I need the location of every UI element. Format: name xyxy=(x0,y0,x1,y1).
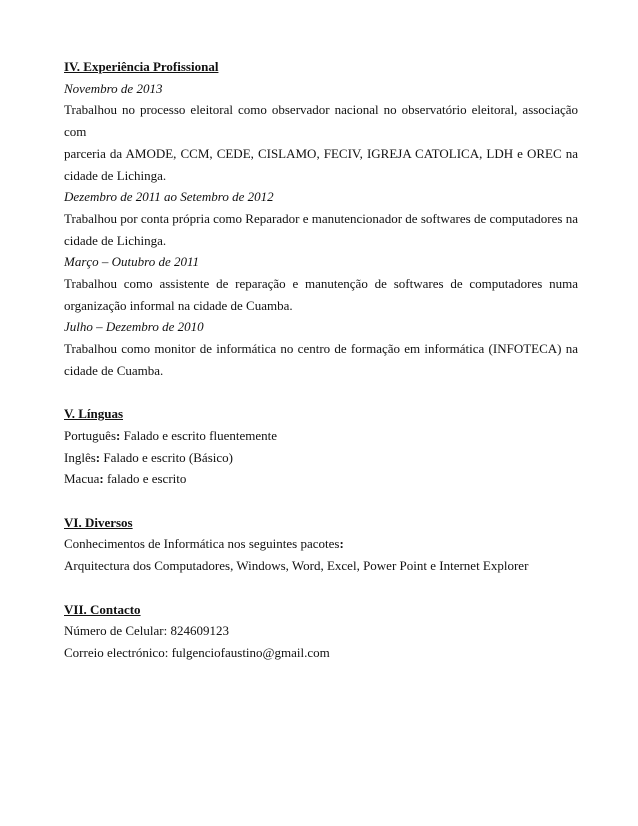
language-name: Português xyxy=(64,427,116,443)
entry-date: Novembro de 2013 xyxy=(64,80,163,96)
entry-text-line: cidade de Cuamba. xyxy=(64,362,164,378)
entry-text-line: cidade de Lichinga. xyxy=(64,232,167,248)
entry-text-line: Trabalhou por conta própria como Reparador e manutencionador de softwares de computadores na xyxy=(64,210,578,226)
contact-email: Correio electrónico: fulgenciofaustino@gmail.com xyxy=(64,644,330,660)
entry-text-line: parceria da AMODE, CCM, CEDE, CISLAMO, FECIV, IGREJA CATOLICA, LDH e OREC na xyxy=(64,145,578,161)
language-name: Macua xyxy=(64,471,100,487)
entry-text-line: Trabalhou como monitor de informática no centro de formação em informática (INFOTECA) na xyxy=(64,341,578,357)
language-item xyxy=(64,425,578,447)
language-item xyxy=(64,468,578,490)
diversos-intro xyxy=(64,533,578,555)
language-name: Inglês xyxy=(64,449,96,465)
colon: : xyxy=(339,536,344,552)
entry-text-line: Trabalhou no processo eleitoral como observador nacional no observatório eleitoral, associação com xyxy=(64,102,578,140)
entry-text-line: Trabalhou como assistente de reparação e manutenção de softwares de computadores numa xyxy=(64,276,578,292)
language-level: Falado e escrito fluentemente xyxy=(120,427,278,443)
diversos-intro-text: Conhecimentos de Informática nos seguintes pacotes xyxy=(64,536,340,552)
spacer xyxy=(64,577,578,599)
spacer xyxy=(64,490,578,512)
diversos-packages: Arquitectura dos Computadores, Windows, Word, Excel, Power Point e Internet Explorer xyxy=(64,558,529,574)
colon: : xyxy=(95,449,101,465)
entry-text-line: cidade de Lichinga. xyxy=(64,167,167,183)
language-item xyxy=(64,447,578,469)
entry-date: Dezembro de 2011 ao Setembro de 2012 xyxy=(64,189,274,205)
section-heading-contact: VII. Contacto xyxy=(64,601,141,617)
section-heading-languages: V. Línguas xyxy=(64,406,124,422)
colon: : xyxy=(116,427,121,443)
language-level: falado e escrito xyxy=(103,471,187,487)
entry-date: Março – Outubro de 2011 xyxy=(64,254,200,270)
entry-date: Julho – Dezembro de 2010 xyxy=(64,319,204,335)
language-level: Falado e escrito (Básico) xyxy=(100,449,233,465)
document-page xyxy=(64,56,578,664)
entry-text-line: organização informal na cidade de Cuamba. xyxy=(64,297,293,313)
contact-phone: Número de Celular: 824609123 xyxy=(64,623,229,639)
colon: : xyxy=(99,471,104,487)
section-heading-diversos: VI. Diversos xyxy=(64,514,133,530)
section-heading-experience: IV. Experiência Profissional xyxy=(64,59,219,74)
spacer xyxy=(64,382,578,404)
